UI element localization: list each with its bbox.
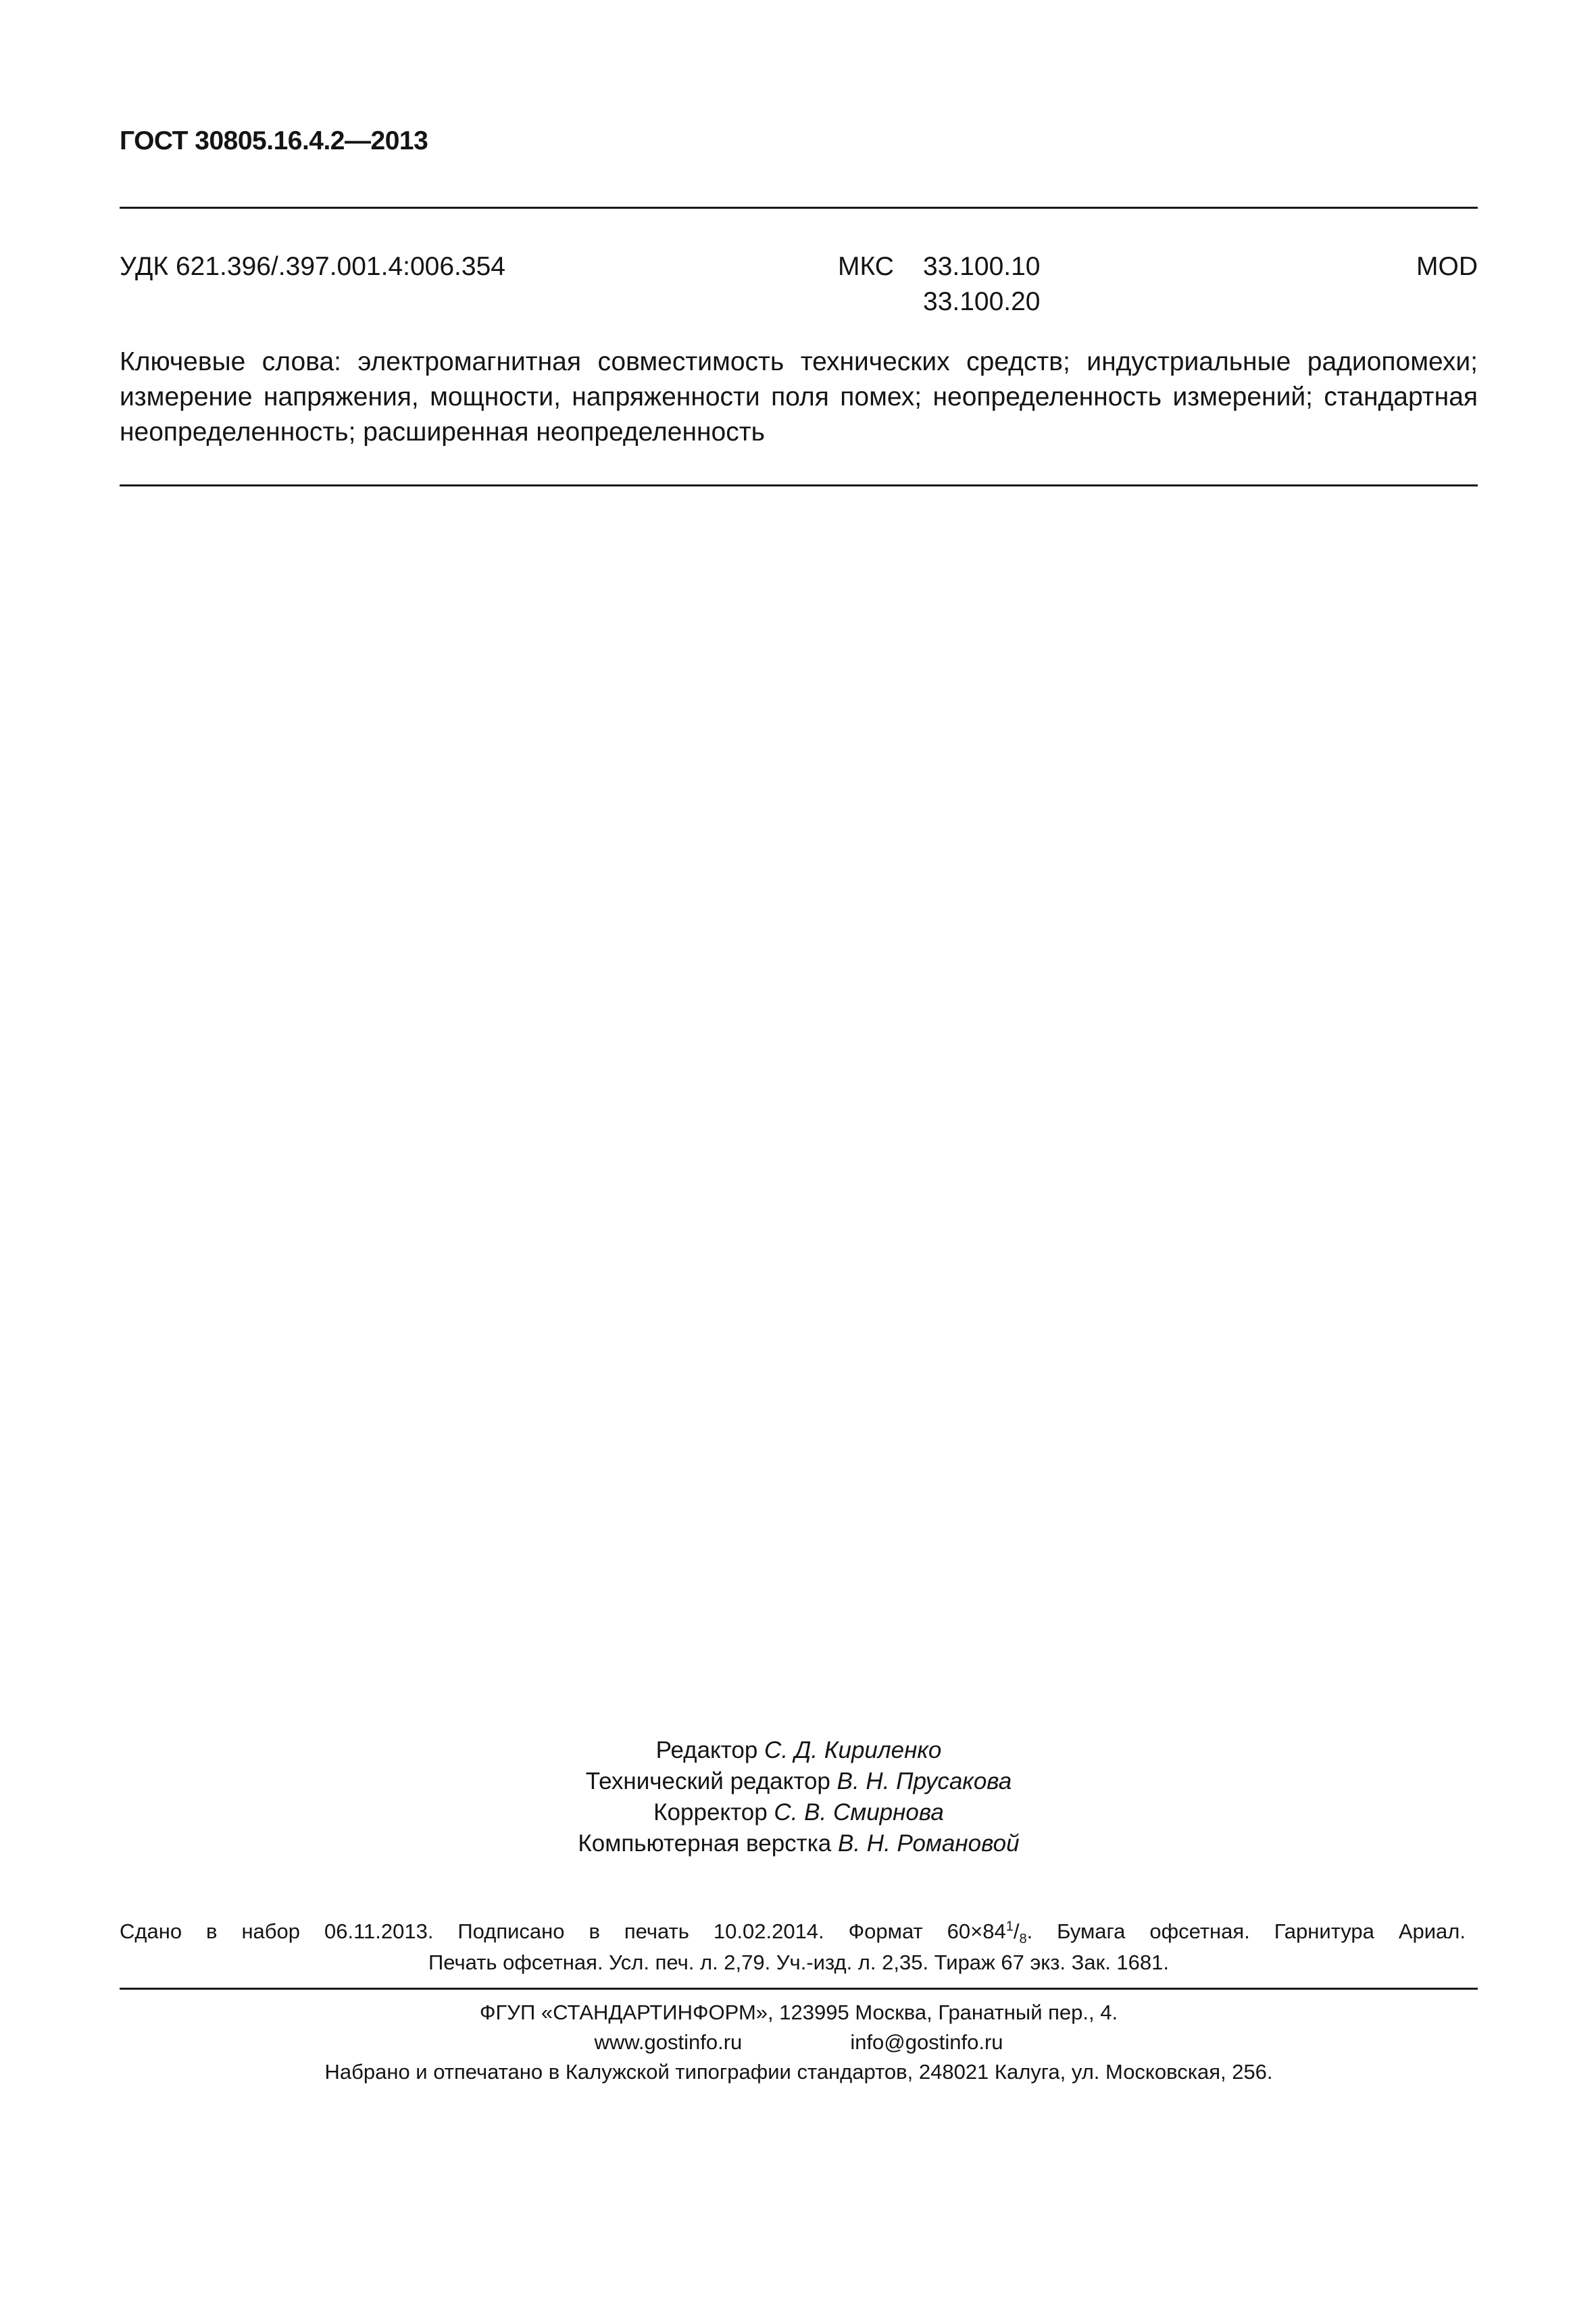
credit-name: С. Д. Кириленко bbox=[764, 1737, 942, 1763]
keywords-paragraph: Ключевые слова: электромагнитная совместимость технических средств; индустриальные радиопомехи; измерение напряжения, мощности, напряженности поля помех; неопределенность измерений; стандартная неопределенность; расширенная неопределенность bbox=[120, 347, 1478, 447]
imprint-divider bbox=[120, 1988, 1478, 1990]
credit-editor bbox=[120, 1735, 1478, 1766]
standard-code-header: ГОСТ 30805.16.4.2—2013 bbox=[120, 126, 428, 155]
top-divider bbox=[120, 207, 1478, 209]
format-superscript: 1 bbox=[1005, 1919, 1014, 1934]
credit-tech-editor bbox=[120, 1766, 1478, 1797]
credit-name: С. В. Смирнова bbox=[774, 1799, 944, 1826]
format-subscript: 8 bbox=[1019, 1932, 1027, 1947]
credit-proofreader bbox=[120, 1797, 1478, 1828]
publisher-address: ФГУП «СТАНДАРТИНФОРМ», 123995 Москва, Гранатный пер., 4. bbox=[479, 2001, 1118, 2024]
credits-block bbox=[120, 1735, 1478, 1859]
credit-layout bbox=[120, 1828, 1478, 1859]
printer-info: Набрано и отпечатано в Калужской типографии стандартов, 248021 Калуга, ул. Московская, 256. bbox=[324, 2060, 1273, 2084]
credit-role: Корректор bbox=[653, 1799, 768, 1826]
imprint-line-1 bbox=[120, 1916, 1466, 1947]
credit-name: В. Н. Прусакова bbox=[837, 1768, 1012, 1794]
credit-role: Технический редактор bbox=[585, 1768, 830, 1794]
mks-code-2: 33.100.20 bbox=[923, 287, 1041, 316]
mks-codes bbox=[923, 249, 1041, 320]
udk-code: УДК 621.396/.397.001.4:006.354 bbox=[120, 252, 505, 281]
keywords-divider bbox=[120, 484, 1478, 486]
imprint-block bbox=[120, 1916, 1478, 1978]
publisher-block bbox=[120, 1998, 1478, 2087]
format-slash: / bbox=[1013, 1919, 1020, 1943]
credit-role: Компьютерная верстка bbox=[578, 1830, 832, 1857]
publisher-email-link[interactable]: info@gostinfo.ru bbox=[850, 2030, 1003, 2054]
credit-name: В. Н. Романовой bbox=[838, 1830, 1020, 1857]
credit-role: Редактор bbox=[655, 1737, 758, 1763]
imprint-text: . Бумага офсетная. Гарнитура Ариал. bbox=[1026, 1919, 1466, 1943]
harmonization-degree: MOD bbox=[1416, 252, 1478, 281]
imprint-text: Сдано в набор 06.11.2013. Подписано в печать 10.02.2014. Формат 60×84 bbox=[120, 1919, 1006, 1943]
mks-label: МКС bbox=[838, 252, 894, 281]
publisher-website-link[interactable]: www.gostinfo.ru bbox=[594, 2030, 743, 2054]
imprint-line-2: Печать офсетная. Усл. печ. л. 2,79. Уч.-изд. л. 2,35. Тираж 67 экз. Зак. 1681. bbox=[428, 1951, 1169, 1974]
publisher-contacts bbox=[120, 2028, 1478, 2057]
mks-code-1: 33.100.10 bbox=[923, 252, 1041, 281]
